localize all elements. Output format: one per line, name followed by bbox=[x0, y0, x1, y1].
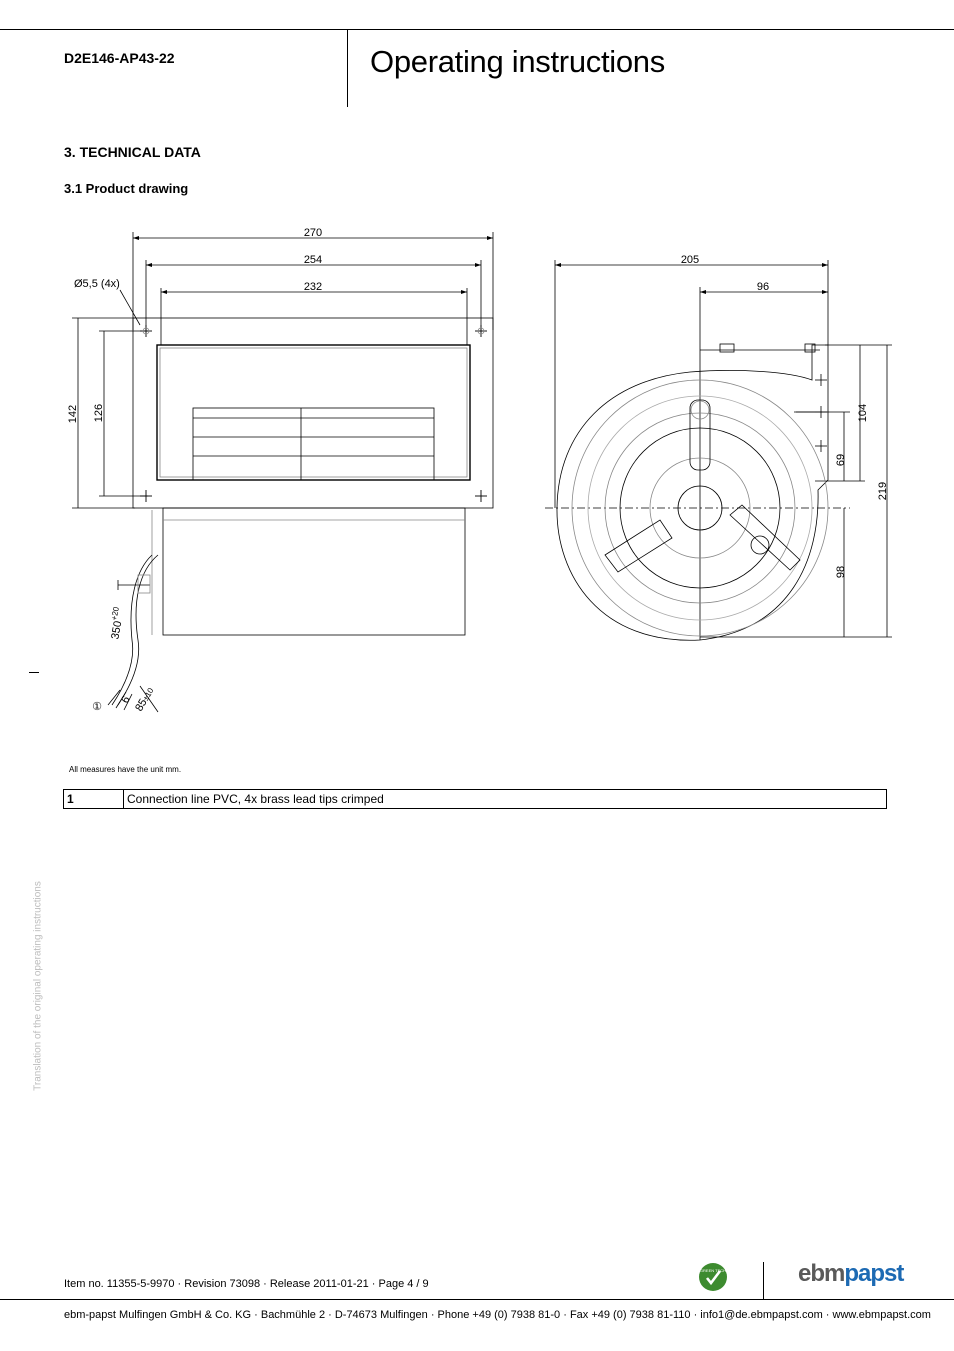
section-heading: 3. TECHNICAL DATA bbox=[64, 144, 201, 160]
subsection-heading: 3.1 Product drawing bbox=[64, 181, 189, 196]
green-tech-badge-icon bbox=[698, 1262, 728, 1292]
page-title: Operating instructions bbox=[370, 44, 665, 79]
badge-text: GREEN TECH bbox=[699, 1268, 727, 1273]
strip-6: 6 bbox=[119, 694, 133, 706]
legend-text: Connection line PVC, 4x brass lead tips crimped bbox=[124, 790, 887, 809]
footer-rule bbox=[0, 1299, 954, 1300]
dim-219: 219 bbox=[877, 481, 889, 501]
dim-232: 232 bbox=[303, 281, 323, 293]
table-row bbox=[64, 790, 887, 809]
dim-270: 270 bbox=[303, 227, 323, 239]
dim-69: 69 bbox=[835, 453, 847, 467]
header-top-rule bbox=[0, 29, 954, 30]
dim-96: 96 bbox=[756, 281, 770, 293]
document-meta: Item no. 11355-5-9970 · Revision 73098 · Release 2011-01-21 · Page 4 / 9 bbox=[64, 1278, 429, 1290]
dim-142: 142 bbox=[67, 404, 79, 424]
logo-ebm: ebm bbox=[798, 1260, 845, 1287]
dim-205: 205 bbox=[680, 254, 700, 266]
legend-number: 1 bbox=[64, 790, 124, 809]
product-drawing bbox=[0, 200, 954, 720]
company-contact: ebm-papst Mulfingen GmbH & Co. KG · Bachmühle 2 · D-74673 Mulfingen · Phone +49 (0) 7938 81-0 · Fax +49 (0) 7938 81-110 · info1@de.ebmpapst.com · www.ebmpapst.com bbox=[64, 1309, 931, 1321]
legend-table bbox=[63, 789, 887, 809]
hole-label: Ø5,5 (4x) bbox=[74, 278, 120, 290]
model-number: D2E146-AP43-22 bbox=[64, 50, 175, 66]
dim-254: 254 bbox=[303, 254, 323, 266]
logo-divider bbox=[763, 1262, 764, 1300]
translation-note: Translation of the original operating instructions bbox=[32, 881, 44, 1091]
dim-104: 104 bbox=[857, 403, 869, 423]
unit-note: All measures have the unit mm. bbox=[69, 765, 182, 774]
header-divider bbox=[347, 30, 348, 107]
logo-papst: papst bbox=[844, 1260, 904, 1287]
dim-126: 126 bbox=[93, 403, 105, 423]
cable-length: $350^{+20}$ bbox=[109, 606, 125, 641]
dim-98: 98 bbox=[835, 565, 847, 579]
ebmpapst-logo bbox=[798, 1260, 903, 1288]
strip-85: 85±10 bbox=[133, 686, 156, 714]
margin-mark bbox=[29, 672, 39, 673]
callout-1: ① bbox=[92, 701, 102, 713]
